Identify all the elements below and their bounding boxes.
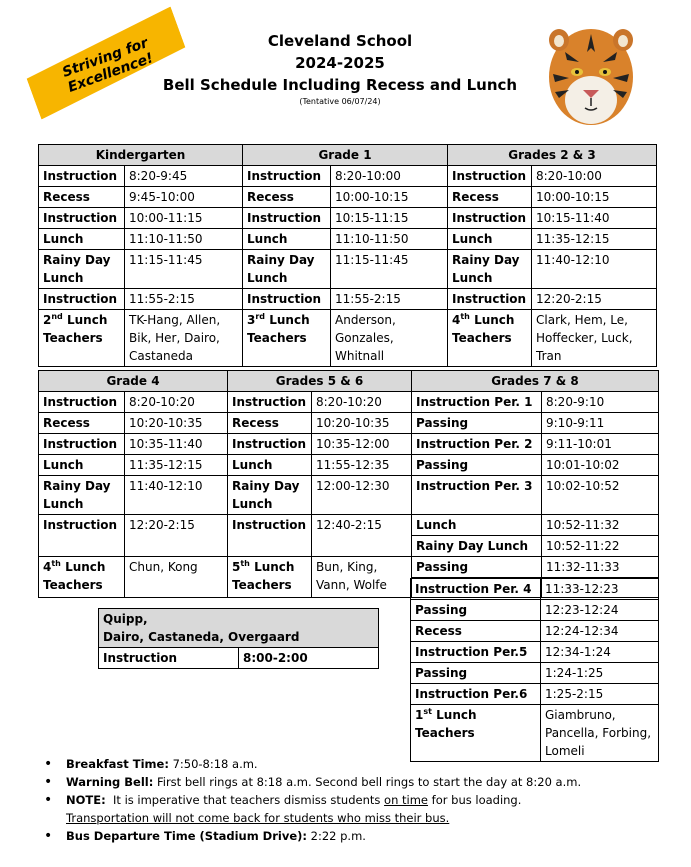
period-label: Lunch [228,455,312,476]
grade4-heading: Grade 4 [39,371,228,392]
table-row [411,684,659,705]
on-time-text: on time [384,793,429,807]
lunch-teachers-row [39,310,657,367]
quipp-schedule-table [98,608,379,669]
table-row [39,229,657,250]
period-label: Instruction [228,434,312,455]
period-label: Instruction [243,166,331,187]
lunch-teachers-names: Bun, King, Vann, Wolfe [312,557,412,598]
period-label: Instruction [39,392,125,413]
period-time: 9:10-9:11 [542,413,659,434]
period-label: Recess [39,187,125,208]
period-label: Instruction [448,208,532,229]
grade56-heading: Grades 5 & 6 [228,371,412,392]
period-label: Passing [412,413,542,434]
lunch-label-rest: Lunch Teachers [232,560,295,592]
lunch-number: 3 [247,313,256,327]
period-time: 11:10-11:50 [331,229,448,250]
period-label: Instruction [39,208,125,229]
schedule-table-7-8-continued [410,578,659,762]
period-time: 10:15-11:40 [532,208,657,229]
table-row [39,250,657,289]
lunch-label-rest: Lunch Teachers [43,313,108,345]
lunch-ordinal: rd [255,312,266,321]
transportation-warning: Transportation will not come back for students who miss their bus. [66,811,450,825]
warning-label: Warning Bell: [66,775,154,789]
period-time: 11:55-2:15 [125,289,243,310]
dismissal-note [44,791,674,827]
lunch-teachers-label [448,310,532,367]
period-time: 10:02-10:52 [542,476,659,515]
period-time: 12:20-2:15 [532,289,657,310]
lunch-ordinal: th [240,559,250,568]
period-time: 10:01-10:02 [542,455,659,476]
period-time: 8:20-10:20 [312,392,412,413]
period-label: Rainy Day Lunch [412,536,542,557]
lunch-teachers-names: TK-Hang, Allen, Bik, Her, Dairo, Castaneda [125,310,243,367]
period-label: Passing [412,557,542,578]
kindergarten-heading: Kindergarten [39,145,243,166]
lunch-number: 1 [415,708,424,722]
lunch-ordinal: th [51,559,61,568]
quipp-heading [99,609,379,648]
grade1-heading: Grade 1 [243,145,448,166]
period-label: Instruction Per. 1 [412,392,542,413]
period-label: Lunch [448,229,532,250]
period-label: Recess [411,621,541,642]
period-time: 11:40-12:10 [125,476,228,515]
table-row [411,663,659,684]
quipp-heading-line1: Quipp, [103,612,148,626]
table-row [39,392,659,413]
lunch-teachers-label [228,557,312,598]
table-row [39,166,657,187]
period-time: 10:20-10:35 [312,413,412,434]
period-label: Lunch [243,229,331,250]
period-time: 11:15-11:45 [125,250,243,289]
warning-bell-note [44,773,674,791]
banner-text: Striving for Excellence! [60,35,156,96]
lunch-label-rest: Lunch Teachers [415,708,477,740]
schedule-notes [44,755,674,845]
lunch-ordinal: th [460,312,470,321]
period-label: Recess [243,187,331,208]
breakfast-note [44,755,674,773]
period-label: Recess [39,413,125,434]
period-label: Instruction [243,289,331,310]
period-label: Lunch [39,455,125,476]
period-time: 1:24-1:25 [541,663,659,684]
period-label: Lunch [39,229,125,250]
period-time: 10:52-11:32 [542,515,659,536]
period-label: Rainy Day Lunch [243,250,331,289]
period-label: Instruction Per. 4 [411,579,541,600]
table-row [39,557,659,578]
period-label: Recess [228,413,312,434]
period-time: 10:20-10:35 [125,413,228,434]
schedule-subtitle: Bell Schedule Including Recess and Lunch [162,76,518,94]
period-label: Instruction [448,166,532,187]
period-time: 11:40-12:10 [532,250,657,289]
period-time: 10:35-11:40 [125,434,228,455]
bus-label: Bus Departure Time (Stadium Drive): [66,829,307,843]
grade78-heading: Grades 7 & 8 [412,371,659,392]
period-label: Rainy Day Lunch [39,476,125,515]
lunch-label-rest: Lunch Teachers [247,313,310,345]
period-label: Instruction [243,208,331,229]
period-time: 11:10-11:50 [125,229,243,250]
period-time: 10:00-10:15 [532,187,657,208]
period-label: Lunch [412,515,542,536]
breakfast-text: 7:50-8:18 a.m. [168,757,258,771]
period-label: Instruction Per.6 [411,684,541,705]
table-row [39,187,657,208]
tiger-mascot-image [545,22,637,128]
lunch-ordinal: nd [51,312,63,321]
school-year: 2024-2025 [295,54,385,72]
table-row [39,289,657,310]
table-row [39,208,657,229]
period-label: Instruction [39,289,125,310]
table-row [39,515,659,536]
period-time: 10:00-11:15 [125,208,243,229]
lunch-teachers-label [39,310,125,367]
period-label: Instruction [39,515,125,557]
breakfast-label: Breakfast Time: [66,757,169,771]
lunch-ordinal: st [423,707,432,716]
table-row [39,455,659,476]
lunch-teachers-names: Clark, Hem, Le, Hoffecker, Luck, Tran [532,310,657,367]
warning-text: First bell rings at 8:18 a.m. Second bell rings to start the day at 8:20 a.m. [153,775,582,789]
quipp-heading-line2: Dairo, Castaneda, Overgaard [103,630,300,644]
period-label: Rainy Day Lunch [448,250,532,289]
period-time: 8:20-9:45 [125,166,243,187]
lunch-teachers-names: Chun, Kong [125,557,228,598]
school-name: Cleveland School [267,32,413,50]
table-row [411,621,659,642]
period-time: 9:45-10:00 [125,187,243,208]
period-time: 9:11-10:01 [542,434,659,455]
period-time: 8:20-9:10 [542,392,659,413]
period-time: 11:35-12:15 [532,229,657,250]
bus-text: 2:22 p.m. [307,829,366,843]
period-label: Recess [448,187,532,208]
period-time: 12:00-12:30 [312,476,412,515]
period-time: 11:55-12:35 [312,455,412,476]
table-row [411,579,659,600]
lunch-number: 4 [452,313,461,327]
note-text-a: It is imperative that teachers dismiss students [105,793,385,807]
period-time: 11:32-11:33 [542,557,659,578]
table-row [411,600,659,621]
period-time: 10:00-10:15 [331,187,448,208]
period-time: 10:35-12:00 [312,434,412,455]
period-label: Passing [411,663,541,684]
grade23-heading: Grades 2 & 3 [448,145,657,166]
table-row [411,642,659,663]
period-label: Instruction [39,166,125,187]
period-label: Instruction [39,434,125,455]
lunch-number: 2 [43,313,52,327]
lunch-teachers-label [243,310,331,367]
period-label: Rainy Day Lunch [39,250,125,289]
lunch-teachers-label [411,705,541,762]
period-label: Instruction [448,289,532,310]
lunch-number: 5 [232,560,241,574]
period-time: 10:52-11:22 [542,536,659,557]
period-time: 12:40-2:15 [312,515,412,557]
table-row [39,413,659,434]
period-time: 12:34-1:24 [541,642,659,663]
period-time: 11:15-11:45 [331,250,448,289]
period-label: Instruction Per. 2 [412,434,542,455]
period-label: Instruction Per. 3 [412,476,542,515]
period-label: Rainy Day Lunch [228,476,312,515]
tentative-date: (Tentative 06/07/24) [299,97,381,106]
period-time: 8:20-10:00 [331,166,448,187]
lunch-teachers-names: Anderson, Gonzales, Whitnall [331,310,448,367]
table-row [39,476,659,515]
period-time: 1:25-2:15 [541,684,659,705]
period-time: 10:15-11:15 [331,208,448,229]
period-label: Passing [411,600,541,621]
period-time: 8:20-10:00 [532,166,657,187]
period-label: Instruction [228,515,312,557]
period-time: 11:35-12:15 [125,455,228,476]
lunch-label-rest: Lunch Teachers [43,560,106,592]
note-text-b: for bus loading. [428,793,522,807]
period-time: 11:55-2:15 [331,289,448,310]
lunch-number: 4 [43,560,52,574]
note-label: NOTE: [66,793,106,807]
period-time: 12:24-12:34 [541,621,659,642]
schedule-table-4-8 [38,370,659,598]
lunch-teachers-row [411,705,659,762]
period-time: 12:23-12:24 [541,600,659,621]
period-label: Instruction Per.5 [411,642,541,663]
period-time: 8:20-10:20 [125,392,228,413]
lunch-teachers-names: Giambruno, Pancella, Forbing, Lomeli [541,705,659,762]
period-time: 12:20-2:15 [125,515,228,557]
period-label: Passing [412,455,542,476]
lunch-teachers-label [39,557,125,598]
lunch-label-rest: Lunch Teachers [452,313,515,345]
page-title [140,30,540,108]
quipp-time: 8:00-2:00 [239,648,379,669]
period-time: 11:33-12:23 [541,579,659,600]
bus-departure-note [44,827,674,845]
period-label: Instruction [228,392,312,413]
quipp-label: Instruction [99,648,239,669]
schedule-table-k-3 [38,144,657,367]
table-row [39,434,659,455]
